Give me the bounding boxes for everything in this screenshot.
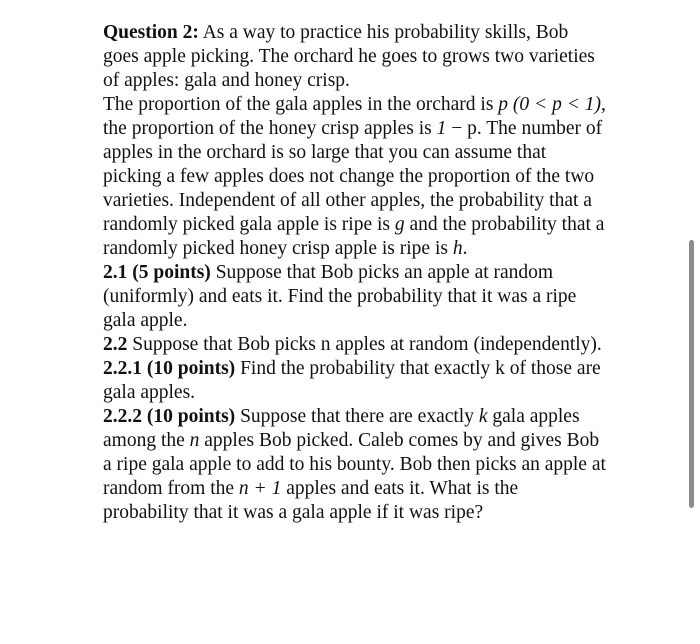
subquestion-2-2-1 [103,357,608,405]
proportion-text-e: . [462,238,468,259]
intro-text: As a way to practice his probability skills, Bob goes apple picking. The orchard he goes to grows two varieties of apples: gala and honey crisp. [103,22,595,91]
var-p: p [498,94,509,115]
var-n: n [189,430,200,451]
subquestion-2-2-2 [103,405,608,525]
proportion-paragraph [103,93,608,261]
q222-text-d: apples and eats it. What is the probability that it was a gala apple if it was ripe? [103,478,519,523]
subquestion-2-2-label: 2.2 [103,334,128,355]
q222-text-b: gala apples among the [103,406,580,451]
var-h: h [452,238,463,259]
subquestion-2-2-1-text: Find the probability that exactly k of those are gala apples. [103,358,601,403]
subquestion-2-1 [103,261,608,333]
subquestion-2-2-2-label: 2.2.2 (10 points) [103,406,236,427]
q222-text-c: apples Bob picked. Caleb comes by and gives Bob a ripe gala apple to add to his bounty. Bob then picks an apple at random from the [103,430,606,499]
var-g: g [394,214,405,235]
question-title: Question 2: [103,22,199,43]
p-condition: (0 < p < 1) [508,94,601,115]
subquestion-2-2-1-label: 2.2.1 (10 points) [103,358,236,379]
proportion-text-c: − p. The number of apples in the orchard is so large that you can assume that picking a few apples does not change the proportion of the two varieties. Independent of all other apples, the probability that a randomly picked gala apple is ripe is [103,118,603,235]
subquestion-2-2-text: Suppose that Bob picks n apples at random (independently). [127,334,602,355]
subquestion-2-2 [103,333,608,357]
proportion-text-d: and the probability that a randomly picked honey crisp apple is ripe is [103,214,605,259]
q222-text-a: Suppose that there are exactly [235,406,479,427]
var-one: 1 [436,118,447,139]
vertical-scrollbar[interactable] [689,240,694,508]
question-intro [103,21,608,93]
proportion-text-a: The proportion of the gala apples in the orchard is [103,94,499,115]
var-k: k [478,406,488,427]
subquestion-2-1-text: Suppose that Bob picks an apple at random (uniformly) and eats it. Find the probability that it was a ripe gala apple. [103,262,577,331]
var-n-plus-1: n + 1 [238,478,282,499]
subquestion-2-1-label: 2.1 (5 points) [103,262,211,283]
proportion-text-b: , the proportion of the honey crisp apples is [103,94,606,139]
question-document [103,21,608,525]
